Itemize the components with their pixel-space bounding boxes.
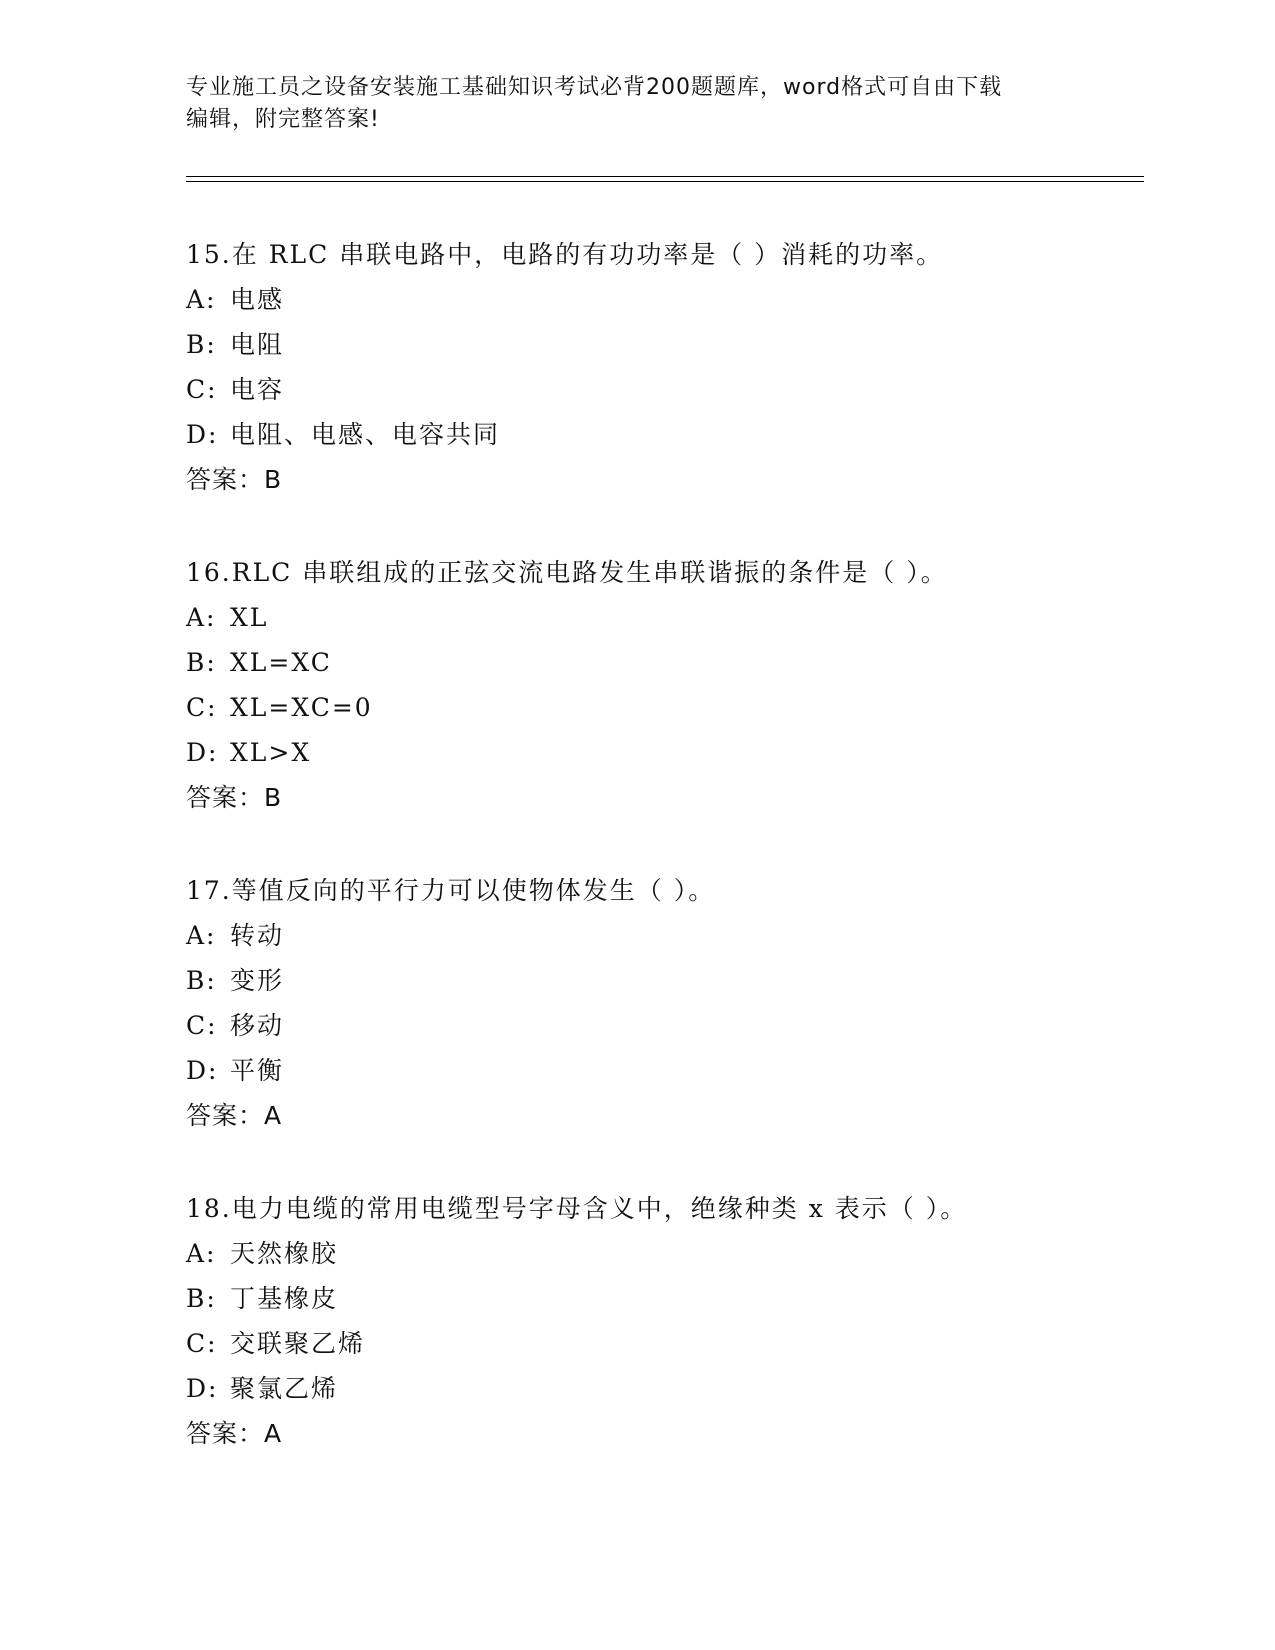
question-stem: 17.等值反向的平行力可以使物体发生（ ）。 xyxy=(186,876,716,905)
option-letter: D: xyxy=(186,420,219,449)
option-letter: C: xyxy=(186,1011,218,1040)
option-a xyxy=(186,595,1146,640)
answer-line: 答案：B xyxy=(186,465,283,494)
option-a xyxy=(186,1231,1146,1276)
question-block xyxy=(186,232,1146,502)
answer-line: 答案：A xyxy=(186,1101,283,1130)
option-text: 转动 xyxy=(230,921,285,950)
option-b xyxy=(186,322,1146,367)
option-letter: B: xyxy=(186,966,217,995)
header-line-1: 专业施工员之设备安装施工基础知识考试必背200题题库，word格式可自由下载 xyxy=(186,75,1003,100)
question-stem: 15.在 RLC 串联电路中，电路的有功功率是（ ）消耗的功率。 xyxy=(186,240,944,269)
option-letter: A: xyxy=(186,603,217,632)
question-stem: 18.电力电缆的常用电缆型号字母含义中，绝缘种类 x 表示（ ）。 xyxy=(186,1194,968,1223)
option-letter: B: xyxy=(186,330,217,359)
option-text: 丁基橡皮 xyxy=(230,1284,339,1313)
option-d xyxy=(186,412,1146,457)
option-text: 电阻 xyxy=(230,330,285,359)
option-text: 电容 xyxy=(230,375,285,404)
header-divider-top xyxy=(186,176,1144,177)
option-c xyxy=(186,685,1146,730)
header-divider-bottom xyxy=(186,181,1144,182)
option-a xyxy=(186,913,1146,958)
option-b xyxy=(186,958,1146,1003)
question-block xyxy=(186,550,1146,820)
option-text: 电感 xyxy=(230,285,285,314)
answer-line: 答案：B xyxy=(186,783,283,812)
option-d xyxy=(186,1048,1146,1093)
option-letter: C: xyxy=(186,1329,218,1358)
option-a xyxy=(186,277,1146,322)
answer-line: 答案：A xyxy=(186,1419,283,1448)
option-text: XL xyxy=(230,603,269,632)
option-letter: C: xyxy=(186,693,218,722)
option-c xyxy=(186,1321,1146,1366)
option-letter: B: xyxy=(186,648,217,677)
option-text: 交联聚乙烯 xyxy=(230,1329,366,1358)
option-letter: D: xyxy=(186,738,219,767)
document-header xyxy=(186,72,1086,136)
option-text: XL=XC xyxy=(230,648,332,677)
question-stem: 16.RLC 串联组成的正弦交流电路发生串联谐振的条件是（ ）。 xyxy=(186,558,948,587)
option-text: 天然橡胶 xyxy=(230,1239,339,1268)
option-letter: D: xyxy=(186,1374,219,1403)
question-block xyxy=(186,868,1146,1138)
option-letter: A: xyxy=(186,921,217,950)
option-text: 聚氯乙烯 xyxy=(230,1374,339,1403)
header-line-2: 编辑，附完整答案! xyxy=(186,107,380,132)
option-letter: B: xyxy=(186,1284,217,1313)
option-letter: A: xyxy=(186,285,217,314)
option-letter: C: xyxy=(186,375,218,404)
option-b xyxy=(186,1276,1146,1321)
option-c xyxy=(186,367,1146,412)
option-b xyxy=(186,640,1146,685)
option-letter: D: xyxy=(186,1056,219,1085)
option-text: XL=XC=0 xyxy=(230,693,373,722)
option-text: 电阻、电感、电容共同 xyxy=(230,420,501,449)
option-text: 变形 xyxy=(230,966,285,995)
option-text: 移动 xyxy=(230,1011,285,1040)
option-d xyxy=(186,1366,1146,1411)
option-text: 平衡 xyxy=(230,1056,285,1085)
option-text: XL>X xyxy=(230,738,312,767)
option-c xyxy=(186,1003,1146,1048)
option-letter: A: xyxy=(186,1239,217,1268)
option-d xyxy=(186,730,1146,775)
question-block xyxy=(186,1186,1146,1456)
